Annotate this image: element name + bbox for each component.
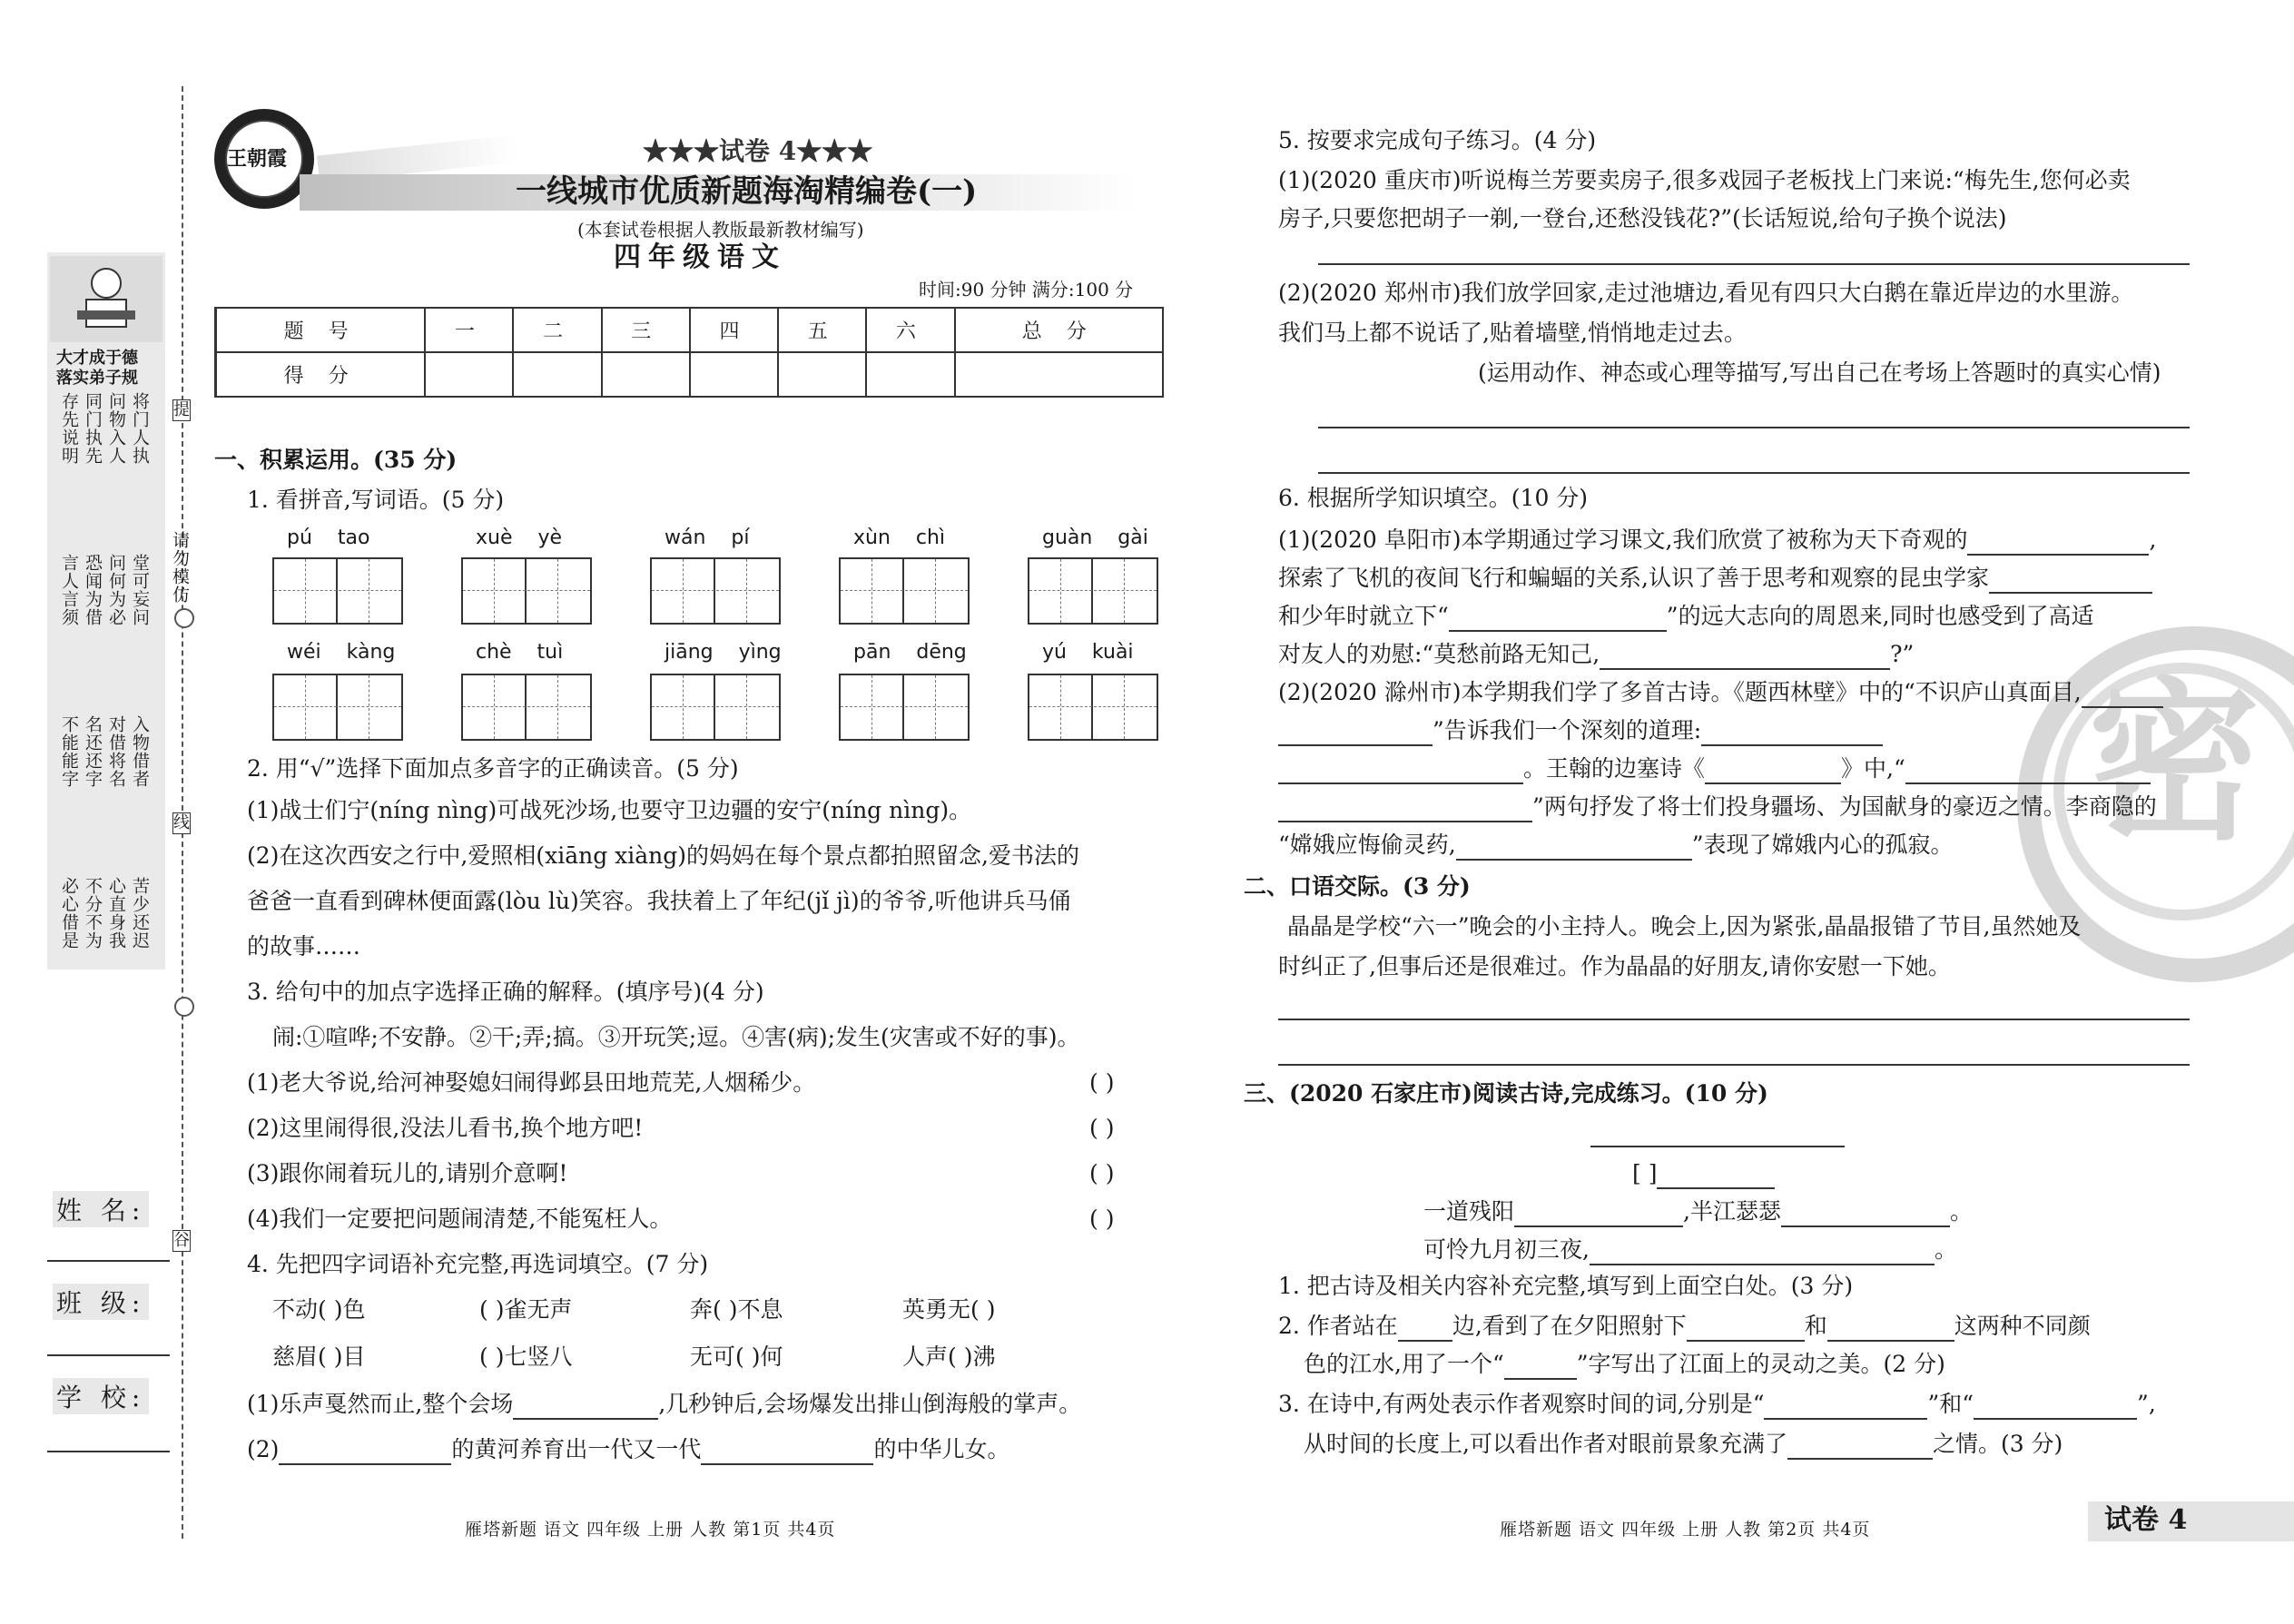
q5-2-answer-line-2[interactable]	[1318, 472, 2190, 474]
writing-grid[interactable]	[839, 557, 970, 625]
q4-s2-c: 的中华儿女。	[873, 1436, 1010, 1462]
grid-guide	[494, 559, 495, 623]
side-text-column: 名还还字	[83, 715, 103, 788]
q3-item-2: (2)这里闹得很,没法儿看书,换个地方吧!	[247, 1115, 644, 1141]
side-text-column: 问何为必	[106, 554, 126, 626]
name-line[interactable]	[47, 1260, 170, 1262]
q4-s1-blank[interactable]	[513, 1396, 658, 1420]
grid-guide	[683, 675, 684, 739]
grid-guide	[274, 706, 401, 707]
grid-guide	[652, 590, 779, 591]
idiom-8[interactable]: 人声( )沸	[902, 1343, 996, 1370]
q5-1-line2: 房子,只要您把胡子一剃,一登台,还愁没钱花?”(长话短说,给句子换个说法)	[1278, 205, 2007, 231]
side-title-2: 落实弟子规	[56, 369, 138, 388]
q6-2-line3	[1278, 753, 2151, 784]
score-cell: 二	[513, 308, 601, 352]
side-text-column: 对借将名	[106, 715, 126, 788]
score-cell: 六	[866, 308, 954, 352]
poem-1-c: 。	[1949, 1198, 1973, 1225]
q6-2-blank-5[interactable]	[1705, 761, 1841, 784]
name-label: 姓 名:	[53, 1191, 149, 1227]
side-text-column: 同门执先	[83, 392, 103, 465]
q3-answer-1[interactable]: ( )	[1089, 1069, 1115, 1096]
q4-s2-blank-1[interactable]	[279, 1442, 451, 1465]
vertical-note-1: 请勿模仿	[170, 531, 190, 604]
side-text-column: 言人言须	[59, 554, 79, 626]
pinyin-label: xuè yè	[476, 527, 563, 549]
grid-guide	[305, 559, 306, 623]
q3-item-1: (1)老大爷说,给河神娶媳妇闹得邺县田地荒芜,人烟稀少。	[247, 1069, 816, 1096]
poem-1-blank-2[interactable]	[1781, 1204, 1950, 1227]
poem-q3-blank-1[interactable]	[1764, 1396, 1927, 1420]
q6-2-blank-3[interactable]	[1701, 723, 1883, 746]
pinyin-label: jiāng yìng	[665, 641, 782, 664]
score-cell: 五	[778, 308, 866, 352]
q6-1-c-a: 和少年时就立下“	[1278, 603, 1449, 629]
writing-grid[interactable]	[650, 557, 781, 625]
grid-guide	[1060, 675, 1061, 739]
q5-title: 5. 按要求完成句子练习。(4 分)	[1278, 127, 1597, 153]
pinyin-label: guàn gài	[1042, 527, 1148, 549]
side-text-column: 不分不为	[83, 877, 103, 950]
poem-2-a: 可怜九月初三夜,	[1423, 1236, 1590, 1263]
pinyin-label: pān dēng	[853, 641, 967, 664]
score-input[interactable]	[602, 352, 690, 397]
class-line[interactable]	[47, 1354, 170, 1356]
q6-1-blank-2[interactable]	[1989, 570, 2152, 594]
footer-right: 雁塔新题 语文 四年级 上册 人教 第2页 共4页	[1500, 1520, 1871, 1540]
section-3-title: 三、(2020 石家庄市)阅读古诗,完成练习。(10 分)	[1244, 1080, 1768, 1107]
q6-1-blank-3[interactable]	[1449, 608, 1667, 632]
poem-q2-c: 和	[1804, 1313, 1827, 1339]
poem-q3-a: 3. 在诗中,有两处表示作者观察时间的词,分别是“	[1278, 1391, 1765, 1417]
q2-item-2-line3: 的故事……	[247, 933, 361, 960]
q3-title: 3. 给句中的加点字选择正确的解释。(填序号)(4 分)	[247, 979, 764, 1005]
q6-2-line5	[1278, 830, 1954, 861]
q6-1-c-b: ”的远大志向的周恩来,同时也感受到了高适	[1666, 603, 2094, 629]
poem-q3-blank-2[interactable]	[1974, 1396, 2137, 1420]
score-input[interactable]	[690, 352, 778, 397]
school-label: 学 校:	[53, 1378, 149, 1414]
q6-2-line2	[1278, 715, 1883, 746]
poem-q2-line1	[1278, 1311, 2091, 1342]
score-cell: 三	[602, 308, 690, 352]
poem-1-blank-1[interactable]	[1514, 1204, 1683, 1227]
q6-2-e-b: ”表现了嫦娥内心的孤寂。	[1691, 832, 1954, 858]
scholar-icon	[50, 256, 162, 342]
q3-answer-4[interactable]: ( )	[1089, 1206, 1115, 1232]
grid-guide	[841, 706, 968, 707]
poem-q3-d: 从时间的长度上,可以看出作者对眼前景象充满了	[1304, 1431, 1787, 1457]
q6-1-d-b: ?”	[1890, 641, 1915, 667]
scholar-figure	[50, 256, 162, 342]
q6-1-line2	[1278, 563, 2152, 594]
idiom-5[interactable]: 慈眉( )目	[272, 1343, 366, 1370]
poem-2-blank[interactable]	[1590, 1242, 1935, 1265]
grid-guide	[274, 590, 401, 591]
idiom-2[interactable]: ( )雀无声	[479, 1296, 573, 1323]
grid-guide	[935, 559, 936, 623]
pinyin-label: wéi kàng	[287, 641, 396, 664]
poem-q1: 1. 把古诗及相关内容补充完整,填写到上面空白处。(3 分)	[1278, 1273, 1854, 1299]
poem-q2-blank-3[interactable]	[1827, 1318, 1954, 1342]
pinyin-label: xùn chì	[853, 527, 946, 549]
poem-title-line[interactable]	[1590, 1146, 1845, 1147]
poem-bracket[interactable]: [ ]	[1632, 1160, 1658, 1186]
poem-author-blank[interactable]	[1657, 1166, 1775, 1189]
side-text-column: 苦少还迟	[130, 877, 150, 950]
idiom-4[interactable]: 英勇无( )	[902, 1296, 996, 1323]
score-input[interactable]	[955, 352, 1164, 397]
side-text-column: 不能能字	[59, 715, 79, 788]
q6-1-line4	[1278, 639, 1914, 670]
q6-2-a: (2)(2020 滁州市)本学期我们学了多首古诗。《题西林壁》中的“不识庐山真面目,	[1278, 679, 2082, 705]
grade-title: 四年级语文	[614, 241, 786, 273]
q1-title: 1. 看拼音,写词语。(5 分)	[247, 487, 505, 513]
poem-2-b: 。	[1934, 1236, 1957, 1263]
q6-1-d-a: 对友人的劝慰:“莫愁前路无知己,	[1278, 641, 1600, 667]
side-text-column: 必心借是	[59, 877, 79, 950]
poem-q3-c: ”,	[2137, 1391, 2156, 1417]
poem-1-b: ,半江瑟瑟	[1683, 1198, 1781, 1225]
q6-2-blank-8[interactable]	[1456, 837, 1692, 861]
q3-item-3: (3)跟你闹着玩儿的,请别介意啊!	[247, 1160, 568, 1186]
footer-left: 雁塔新题 语文 四年级 上册 人教 第1页 共4页	[465, 1520, 836, 1540]
grid-guide	[871, 559, 872, 623]
grid-guide	[463, 706, 590, 707]
side-title-1: 大才成于德	[56, 349, 138, 368]
paper-number: ★★★试卷 4★★★	[643, 136, 873, 166]
poem-q2-blank-1[interactable]	[1398, 1318, 1452, 1342]
q4-s1-a: (1)乐声戛然而止,整个会场	[247, 1391, 514, 1417]
side-text-column: 恐闻为借	[83, 554, 103, 626]
score-input[interactable]	[778, 352, 866, 397]
q6-1-line3	[1278, 601, 2094, 632]
grid-guide	[746, 675, 747, 739]
grid-guide	[305, 675, 306, 739]
section-2-text-1: 晶晶是学校“六一”晚会的小主持人。晚会上,因为紧张,晶晶报错了节目,虽然她及	[1287, 913, 2082, 940]
q4-s2-b: 的黄河养育出一代又一代	[451, 1436, 702, 1462]
score-input[interactable]	[513, 352, 601, 397]
section-2-title: 二、口语交际。(3 分)	[1244, 873, 1471, 900]
q2-item-1: (1)战士们宁(níng nìng)可战死沙场,也要守卫边疆的安宁(níng nìng)。	[247, 797, 972, 823]
side-text-column: 将门人执	[130, 392, 150, 465]
q6-2-line4	[1278, 792, 2157, 822]
paper-subtitle: (本套试卷根据人教版最新教材编写)	[577, 219, 864, 241]
q2-title: 2. 用“√”选择下面加点多音字的正确读音。(5 分)	[247, 755, 739, 782]
mark-xian: 线	[173, 813, 190, 832]
punch-hole-2	[174, 997, 194, 1017]
q6-2-line1	[1278, 677, 2163, 708]
grid-guide	[494, 675, 495, 739]
q3-answer-3[interactable]: ( )	[1089, 1160, 1115, 1186]
score-cell: 一	[425, 308, 513, 352]
q6-2-blank-7[interactable]	[1278, 799, 1532, 822]
poem-q3-line2	[1304, 1429, 2063, 1460]
class-label: 班 级:	[53, 1284, 149, 1320]
grid-guide	[841, 590, 968, 591]
section-1-title: 一、积累运用。(35 分)	[214, 447, 458, 473]
q6-2-blank-2[interactable]	[1278, 723, 1433, 746]
q5-2-line3: (运用动作、神态或心理等描写,写出自己在考场上答题时的真实心情)	[1478, 359, 2161, 386]
writing-grid[interactable]	[1028, 674, 1158, 741]
q6-2-blank-4[interactable]	[1278, 761, 1523, 784]
q4-s2-a: (2)	[247, 1436, 280, 1462]
poem-q3-line1	[1278, 1389, 2156, 1420]
grid-guide	[871, 675, 872, 739]
seal-char: 密	[2088, 661, 2261, 863]
poem-q3-e: 之情。(3 分)	[1932, 1431, 2063, 1457]
pinyin-label: pú tao	[287, 527, 370, 549]
q3-definition: 闹:①喧哗;不安静。②干;弄;搞。③开玩笑;逗。④害(病);发生(灾害或不好的事)。	[272, 1024, 1080, 1050]
writing-grid[interactable]	[461, 557, 592, 625]
grid-guide	[1124, 675, 1125, 739]
idiom-7[interactable]: 无可( )何	[690, 1343, 783, 1370]
q6-2-d: ”两句抒发了将士们投身疆场、为国献身的豪迈之情。李商隐的	[1532, 793, 2157, 820]
score-header-row	[216, 308, 1164, 352]
grid-guide	[1029, 706, 1157, 707]
side-text-column: 心直身我	[106, 877, 126, 950]
score-cell: 总 分	[955, 308, 1164, 352]
q5-2-answer-line-1[interactable]	[1318, 427, 2190, 428]
grid-guide	[683, 559, 684, 623]
q4-s1-b: ,几秒钟后,会场爆发出排山倒海般的掌声。	[658, 1391, 1082, 1417]
poem-1-a: 一道残阳	[1423, 1198, 1515, 1225]
grid-guide	[463, 590, 590, 591]
logo-text: 王朝霞	[227, 147, 288, 171]
writing-grid[interactable]	[272, 674, 403, 741]
writing-grid[interactable]	[1028, 557, 1158, 625]
poem-q2-d: 这两种不同颜	[1954, 1313, 2091, 1339]
poem-author-line	[1632, 1158, 1775, 1189]
q2-item-2-line2: 爸爸一直看到碑林便面露(lòu lù)笑容。我扶着上了年纪(jǐ jì)的爷爷,听他讲兵马俑	[247, 888, 1071, 914]
mark-ti: 提	[173, 400, 190, 419]
q6-title: 6. 根据所学知识填空。(10 分)	[1278, 485, 1589, 511]
score-cell: 得 分	[216, 352, 426, 397]
sec2-answer-line-1[interactable]	[1278, 1019, 2190, 1020]
poem-q2-f: ”字写出了江面上的灵动之美。(2 分)	[1576, 1351, 1945, 1377]
corner-label: 试卷 4	[2104, 1504, 2188, 1536]
writing-grid[interactable]	[461, 674, 592, 741]
idiom-1[interactable]: 不动( )色	[272, 1296, 366, 1323]
time-score: 时间:90 分钟 满分:100 分	[919, 279, 1134, 300]
score-cell: 四	[690, 308, 778, 352]
poem-q3-b: ”和“	[1927, 1391, 1974, 1417]
side-text-column: 存先说明	[59, 392, 79, 465]
score-value-row	[216, 352, 1164, 397]
q6-2-blank-1[interactable]	[2082, 684, 2163, 708]
q6-1-a: (1)(2020 阜阳市)本学期通过学习课文,我们欣赏了被称为天下奇观的	[1278, 527, 1968, 553]
poem-q2-a: 2. 作者站在	[1278, 1313, 1398, 1339]
side-text-column: 堂可妄问	[130, 554, 150, 626]
poem-q2-blank-2[interactable]	[1687, 1318, 1805, 1342]
poem-line-2	[1423, 1235, 1957, 1265]
mark-gu: 谷	[173, 1231, 190, 1250]
score-input[interactable]	[425, 352, 513, 397]
q4-sentence-2	[247, 1434, 1009, 1465]
q6-1-line1: (1)(2020 阜阳市)本学期通过学习课文,我们欣赏了被称为天下奇观的 ,	[1278, 525, 2156, 556]
writing-grid[interactable]	[839, 674, 970, 741]
q4-s2-blank-2[interactable]	[701, 1442, 873, 1465]
section-2-text-2: 时纠正了,但事后还是很难过。作为晶晶的好朋友,请你安慰一下她。	[1278, 953, 1951, 979]
q4-sentence-1	[247, 1389, 1081, 1420]
grid-guide	[935, 675, 936, 739]
q2-item-2-line1: (2)在这次西安之行中,爱照相(xiāng xiàng)的妈妈在每个景点都拍照留念,爱书法的	[247, 842, 1079, 869]
writing-grid[interactable]	[272, 557, 403, 625]
side-text-column: 问物入人	[106, 392, 126, 465]
q5-2-line1: (2)(2020 郑州市)我们放学回家,走过池塘边,看见有四只大白鹅在靠近岸边的水里游。	[1278, 280, 2134, 306]
q6-2-c-a: 。王翰的边塞诗《	[1523, 755, 1706, 782]
score-cell: 题 号	[216, 308, 426, 352]
pinyin-label: wán pí	[665, 527, 750, 549]
q6-1-blank-4[interactable]	[1600, 646, 1890, 670]
q6-2-blank-6[interactable]	[1905, 761, 2151, 784]
q6-1-b: 探索了飞机的夜间飞行和蝙蝠的关系,认识了善于思考和观察的昆虫学家	[1278, 565, 1989, 591]
poem-q3-blank-3[interactable]	[1787, 1436, 1933, 1460]
q5-1-line1: (1)(2020 重庆市)听说梅兰芳要卖房子,很多戏园子老板找上门来说:“梅先生,您何必卖	[1278, 167, 2131, 193]
q3-item-4: (4)我们一定要把问题闹清楚,不能冤枉人。	[247, 1206, 673, 1232]
q3-answer-2[interactable]: ( )	[1089, 1115, 1115, 1141]
score-input[interactable]	[866, 352, 954, 397]
q4-title: 4. 先把四字词语补充完整,再选词填空。(7 分)	[247, 1251, 709, 1277]
sec2-answer-line-2[interactable]	[1278, 1064, 2190, 1066]
q5-2-line2: 我们马上都不说话了,贴着墙壁,悄悄地走过去。	[1278, 320, 1747, 346]
side-text-column: 入物借者	[130, 715, 150, 788]
poem-q2-line2	[1304, 1349, 1945, 1380]
q6-2-b: ”告诉我们一个深刻的道理:	[1433, 717, 1702, 743]
grid-guide	[1060, 559, 1061, 623]
poem-q2-b: 边,看到了在夕阳照射下	[1452, 1313, 1687, 1339]
poem-line-1	[1423, 1196, 1973, 1227]
grid-guide	[1029, 590, 1157, 591]
school-line[interactable]	[47, 1451, 170, 1452]
grid-guide	[557, 559, 558, 623]
writing-grid[interactable]	[650, 674, 781, 741]
pinyin-label: chè tuì	[476, 641, 564, 664]
idiom-6[interactable]: ( )七竖八	[479, 1343, 573, 1370]
poem-q2-e: 色的江水,用了一个“	[1304, 1351, 1504, 1377]
idiom-3[interactable]: 奔( )不息	[690, 1296, 783, 1323]
q5-1-answer-line[interactable]	[1318, 263, 2190, 265]
q6-2-e-a: “嫦娥应悔偷灵药,	[1278, 832, 1456, 858]
q6-1-blank-1[interactable]	[1967, 532, 2149, 556]
grid-guide	[746, 559, 747, 623]
q6-2-c-b: 》中,“	[1841, 755, 1905, 782]
punch-hole-1	[174, 608, 194, 628]
poem-q2-blank-4[interactable]	[1504, 1356, 1577, 1380]
pinyin-label: yú kuài	[1042, 641, 1134, 664]
grid-guide	[557, 675, 558, 739]
score-table	[214, 307, 1164, 398]
grid-guide	[652, 706, 779, 707]
grid-guide	[1124, 559, 1125, 623]
paper-title: 一线城市优质新题海淘精编卷(一)	[516, 173, 978, 210]
